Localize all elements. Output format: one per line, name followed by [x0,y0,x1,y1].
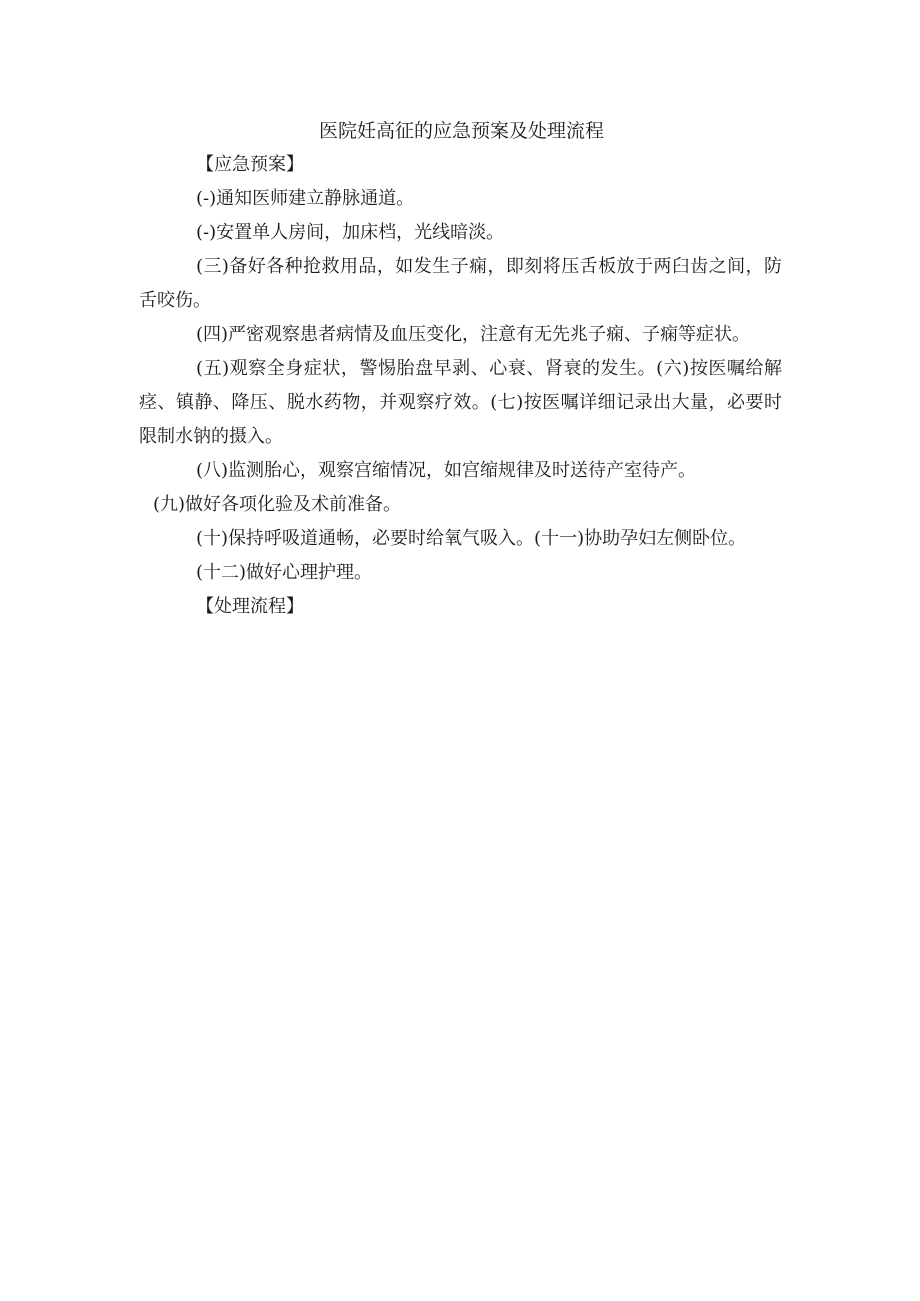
plan-item-3: (三)备好各种抢救用品，如发生子痫，即刻将压舌板放于两臼齿之间，防舌咬伤。 [139,256,782,311]
plan-item-8: (八)监测胎心，观察宫缩情况，如宫缩规律及时送待产室待产。 [196,460,697,481]
plan-item-2: (-)安置单人房间，加床档，光线暗淡。 [196,222,505,243]
document-body [139,116,782,624]
section-heading-emergency-plan: 【应急预案】 [196,154,304,175]
plan-item-4: (四)严密观察患者病情及血压变化，注意有无先兆子痫、子痫等症状。 [196,324,751,345]
plan-item-10-11: (十)保持呼吸道通畅，必要时给氧气吸入。(十一)协助孕妇左侧卧位。 [196,528,747,549]
plan-item-12: (十二)做好心理护理。 [196,562,373,583]
plan-item-9: (九)做好各项化验及术前准备。 [153,494,402,515]
plan-item-5-6-7: (五)观察全身症状，警惕胎盘早剥、心衰、肾衰的发生。(六)按医嘱给解痉、镇静、降压、脱水药物，并观察疗效。(七)按医嘱详细记录出大量，必要时限制水钠的摄入。 [139,358,782,447]
document-title: 医院妊高征的应急预案及处理流程 [318,120,604,142]
section-heading-process: 【处理流程】 [196,596,304,617]
plan-item-1: (-)通知医师建立静脉通道。 [196,188,415,209]
